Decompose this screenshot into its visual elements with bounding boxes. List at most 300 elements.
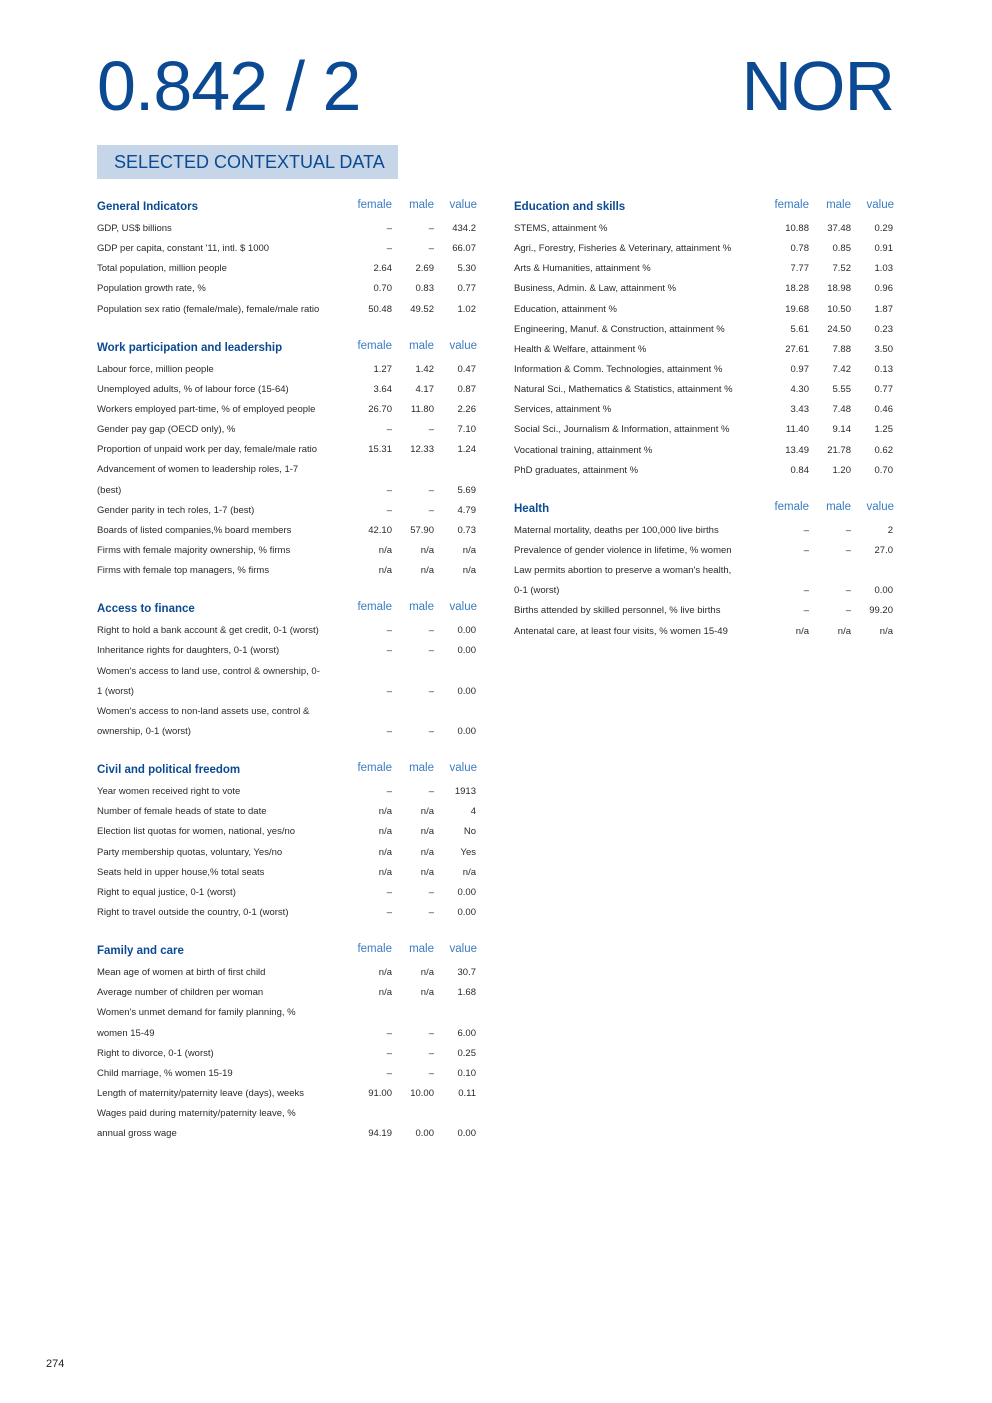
row-female: – (803, 524, 809, 536)
row-value: 6.00 (457, 1027, 476, 1039)
row-value: 1.68 (457, 987, 476, 999)
column-header-value: value (866, 500, 894, 513)
row-male: – (428, 1027, 434, 1039)
row-female: 26.70 (368, 403, 392, 415)
row-female: 4.30 (790, 384, 809, 396)
row-value: 0.62 (874, 444, 893, 456)
table-row (514, 461, 895, 481)
table-row (514, 320, 895, 340)
section-family (97, 943, 478, 1144)
right-column (514, 199, 895, 662)
row-male: 10.50 (827, 303, 851, 315)
row-label: Arts & Humanities, attainment % (514, 263, 651, 275)
table-row (97, 1084, 478, 1104)
row-value: 0.70 (874, 464, 893, 476)
row-value: n/a (879, 625, 893, 637)
row-female: 91.00 (368, 1087, 392, 1099)
row-value: No (463, 826, 476, 838)
table-row (514, 601, 895, 621)
table-row (514, 441, 895, 461)
row-value: 1913 (454, 786, 476, 798)
row-label: Gender parity in tech roles, 1-7 (best) (97, 504, 255, 516)
row-female: – (386, 223, 392, 234)
row-male: 9.14 (832, 424, 851, 436)
row-male: 7.48 (832, 404, 851, 416)
row-label: Advancement of women to leadership roles, 1-7 (97, 464, 299, 476)
row-male: 4.17 (415, 383, 434, 395)
row-label: Firms with female majority ownership, % firms (97, 544, 291, 556)
row-label: Births attended by skilled personnel, % live births (514, 605, 721, 617)
row-value: 4.79 (457, 504, 476, 516)
table-row (514, 300, 895, 320)
row-male: n/a (420, 866, 434, 878)
row-label: Labour force, million people (97, 363, 214, 375)
row-female: 11.40 (785, 424, 809, 436)
row-value: 1.24 (457, 444, 476, 456)
row-label: Business, Admin. & Law, attainment % (514, 283, 677, 295)
row-label: Gender pay gap (OECD only), % (97, 424, 236, 436)
row-male: – (428, 484, 434, 496)
row-value: 1.03 (874, 263, 893, 275)
table-row (97, 641, 478, 661)
row-value: n/a (462, 866, 476, 878)
table-row (514, 622, 895, 642)
row-male: – (428, 886, 434, 898)
row-value: 434.2 (452, 223, 476, 234)
section-banner (97, 145, 398, 179)
row-male: 18.98 (827, 283, 851, 295)
row-female: – (386, 243, 392, 255)
row-female: – (386, 1027, 392, 1039)
row-value: 0.77 (457, 283, 476, 295)
table-row (97, 1124, 478, 1144)
row-value: 0.00 (457, 1128, 476, 1140)
row-female: – (386, 625, 392, 637)
row-female: n/a (378, 967, 392, 979)
row-male: 11.80 (410, 403, 434, 415)
row-female: 3.64 (373, 383, 392, 395)
table-row (97, 400, 478, 420)
row-female: 0.97 (790, 363, 809, 375)
column-header-male: male (826, 500, 851, 513)
row-value: 27.0 (874, 544, 893, 556)
row-label: Right to hold a bank account & get credit, 0-1 (worst) (97, 625, 319, 637)
row-label: Population sex ratio (female/male), female/male ratio (97, 303, 320, 315)
table-row (97, 481, 478, 501)
row-female: n/a (378, 987, 392, 999)
row-male: – (428, 625, 434, 637)
section-title: Work participation and leadership (97, 341, 283, 354)
row-value: 0.00 (457, 685, 476, 697)
section-education (514, 199, 895, 481)
row-female: n/a (378, 846, 392, 858)
row-male: 24.50 (827, 323, 851, 335)
section-title: Family and care (97, 945, 184, 958)
row-value: 0.91 (874, 243, 893, 255)
row-value: 66.07 (452, 243, 476, 255)
row-male: – (845, 605, 851, 617)
section-header (514, 199, 895, 219)
row-female: n/a (378, 544, 392, 556)
column-header-male: male (409, 601, 434, 614)
section-header (514, 501, 895, 521)
row-female: 42.10 (368, 524, 392, 536)
row-male: 1.42 (415, 363, 434, 375)
row-label: Engineering, Manuf. & Construction, attainment % (514, 323, 725, 335)
row-label: 0-1 (worst) (514, 585, 560, 597)
column-header-male: male (409, 762, 434, 775)
table-row (97, 239, 478, 259)
row-label: STEMS, attainment % (514, 223, 608, 234)
table-row (514, 239, 895, 259)
row-female: – (386, 484, 392, 496)
row-value: 1.25 (874, 424, 893, 436)
row-female: 19.68 (785, 303, 809, 315)
row-value: 0.00 (457, 645, 476, 657)
table-row (514, 279, 895, 299)
row-male: n/a (420, 987, 434, 999)
row-female: – (386, 424, 392, 436)
column-header-male: male (409, 339, 434, 352)
row-value: n/a (462, 565, 476, 577)
table-row (514, 400, 895, 420)
row-female: – (386, 886, 392, 898)
row-value: 0.47 (457, 363, 476, 375)
row-label: Law permits abortion to preserve a woman's health, (514, 565, 732, 577)
row-female: 0.78 (790, 243, 809, 255)
row-label: Prevalence of gender violence in lifetime, % women (514, 544, 732, 556)
column-header-female: female (357, 943, 392, 956)
row-female: – (386, 786, 392, 798)
row-male: n/a (420, 967, 434, 979)
row-male: 0.85 (832, 243, 851, 255)
column-header-female: female (357, 339, 392, 352)
row-male: – (428, 243, 434, 255)
row-value: 0.23 (874, 323, 893, 335)
row-label: Wages paid during maternity/paternity leave, % (97, 1108, 296, 1120)
table-row (97, 863, 478, 883)
row-male: – (845, 544, 851, 556)
row-value: 0.00 (457, 906, 476, 918)
row-male: – (428, 1067, 434, 1079)
table-row (97, 521, 478, 541)
table-row (97, 1003, 478, 1023)
table-row (514, 420, 895, 440)
row-label: Education, attainment % (514, 303, 617, 315)
section-header (97, 943, 478, 963)
row-label: Party membership quotas, voluntary, Yes/no (97, 846, 283, 858)
column-header-value: value (449, 339, 477, 352)
row-value: 2.26 (457, 403, 476, 415)
table-row (97, 682, 478, 702)
row-label: GDP, US$ billions (97, 223, 172, 234)
section-general (97, 199, 478, 320)
row-female: – (386, 504, 392, 516)
row-value: 0.00 (457, 625, 476, 637)
row-value: Yes (460, 846, 476, 858)
table-row (97, 702, 478, 722)
row-label: Year women received right to vote (97, 786, 241, 798)
row-label: Length of maternity/paternity leave (days), weeks (97, 1087, 304, 1099)
section-title: Civil and political freedom (97, 764, 241, 777)
table-row (97, 1024, 478, 1044)
section-header (97, 762, 478, 782)
row-label: Maternal mortality, deaths per 100,000 live births (514, 524, 719, 536)
row-female: 0.70 (373, 283, 392, 295)
column-header-value: value (449, 762, 477, 775)
row-value: 1.87 (874, 303, 893, 315)
section-civil (97, 762, 478, 923)
row-value: n/a (462, 544, 476, 556)
row-male: – (428, 424, 434, 436)
row-value: 5.30 (457, 263, 476, 275)
row-label: Women's access to land use, control & ownership, 0- (97, 665, 320, 677)
row-female: 27.61 (785, 343, 809, 355)
row-male: – (428, 725, 434, 737)
row-male: – (845, 524, 851, 536)
row-female: n/a (795, 625, 809, 637)
row-value: 0.46 (874, 404, 893, 416)
row-female: 15.31 (368, 444, 392, 456)
row-value: 4 (470, 806, 476, 818)
section-finance (97, 601, 478, 742)
table-row (97, 501, 478, 521)
column-header-female: female (357, 762, 392, 775)
row-female: n/a (378, 806, 392, 818)
table-row (97, 1104, 478, 1124)
column-header-value: value (449, 601, 477, 614)
row-male: 7.52 (832, 263, 851, 275)
row-male: 12.33 (410, 444, 434, 456)
row-male: 0.00 (415, 1128, 434, 1140)
table-row (97, 279, 478, 299)
row-female: 94.19 (368, 1128, 392, 1140)
row-label: Workers employed part-time, % of employed people (97, 403, 316, 415)
table-row (97, 420, 478, 440)
column-header-value: value (866, 199, 894, 211)
section-title: Access to finance (97, 603, 195, 616)
row-male: – (428, 504, 434, 516)
country-code: NOR (741, 47, 894, 125)
section-banner-title: SELECTED CONTEXTUAL DATA (114, 152, 385, 172)
row-value: 0.73 (457, 524, 476, 536)
row-male: – (428, 786, 434, 798)
row-label: Services, attainment % (514, 404, 612, 416)
table-row (514, 219, 895, 239)
section-header (97, 199, 478, 219)
row-male: n/a (420, 826, 434, 838)
row-female: n/a (378, 565, 392, 577)
row-male: – (428, 223, 434, 234)
row-label: Agri., Forestry, Fisheries & Veterinary, attainment % (514, 243, 732, 255)
row-male: 0.83 (415, 283, 434, 295)
row-male: – (428, 685, 434, 697)
section-title: General Indicators (97, 201, 198, 213)
table-row (97, 360, 478, 380)
table-row (97, 300, 478, 320)
row-label: Population growth rate, % (97, 283, 206, 295)
row-label: women 15-49 (97, 1027, 155, 1039)
row-male: – (845, 585, 851, 597)
table-row (97, 561, 478, 581)
row-value: 1.02 (457, 303, 476, 315)
row-female: 10.88 (785, 223, 809, 234)
row-label: Vocational training, attainment % (514, 444, 653, 456)
table-row (97, 802, 478, 822)
table-row (97, 822, 478, 842)
row-label: PhD graduates, attainment % (514, 464, 639, 476)
row-label: Unemployed adults, % of labour force (15-64) (97, 383, 289, 395)
row-label: Natural Sci., Mathematics & Statistics, attainment % (514, 384, 733, 396)
row-value: 0.25 (457, 1047, 476, 1059)
row-male: – (428, 645, 434, 657)
row-label: Boards of listed companies,% board members (97, 524, 292, 536)
row-label: Right to divorce, 0-1 (worst) (97, 1047, 214, 1059)
row-male: 49.52 (410, 303, 434, 315)
row-male: – (428, 1047, 434, 1059)
page-number: 274 (46, 1358, 65, 1370)
table-row (514, 541, 895, 561)
row-value: 0.00 (874, 585, 893, 597)
row-female: – (803, 585, 809, 597)
row-male: 5.55 (832, 384, 851, 396)
row-male: 7.42 (832, 363, 851, 375)
row-label: Antenatal care, at least four visits, % women 15-49 (514, 625, 728, 637)
column-header-male: male (409, 199, 434, 211)
row-label: Child marriage, % women 15-19 (97, 1067, 233, 1079)
table-row (97, 219, 478, 239)
table-row (514, 360, 895, 380)
column-header-value: value (449, 943, 477, 956)
row-value: 0.00 (457, 886, 476, 898)
row-female: 50.48 (368, 303, 392, 315)
section-header (97, 340, 478, 360)
row-value: 30.7 (457, 967, 476, 979)
row-value: 0.87 (457, 383, 476, 395)
row-label: Seats held in upper house,% total seats (97, 866, 265, 878)
section-header (97, 601, 478, 621)
section-title: Health (514, 502, 550, 515)
table-row (97, 541, 478, 561)
row-female: – (386, 1047, 392, 1059)
table-row (97, 983, 478, 1003)
row-label: GDP per capita, constant '11, intl. $ 1000 (97, 243, 270, 255)
row-label: Average number of children per woman (97, 987, 264, 999)
table-row (514, 380, 895, 400)
row-male: 37.48 (827, 223, 851, 234)
row-label: Social Sci., Journalism & Information, attainment % (514, 424, 730, 436)
table-row (97, 621, 478, 641)
row-value: 0.13 (874, 363, 893, 375)
row-label: ownership, 0-1 (worst) (97, 725, 191, 737)
table-row (514, 561, 895, 581)
table-row (97, 782, 478, 802)
row-male: 10.00 (410, 1087, 434, 1099)
row-female: – (386, 645, 392, 657)
row-label: 1 (worst) (97, 685, 134, 697)
row-male: 2.69 (415, 263, 434, 275)
row-label: Right to equal justice, 0-1 (worst) (97, 886, 236, 898)
score-title: 0.842 / 2 (97, 47, 361, 125)
table-row (97, 722, 478, 742)
row-value: 2 (887, 524, 893, 536)
row-female: – (386, 1067, 392, 1079)
row-female: 7.77 (790, 263, 809, 275)
table-row (97, 963, 478, 983)
row-male: n/a (420, 846, 434, 858)
column-header-value: value (449, 199, 477, 211)
row-male: 1.20 (832, 464, 851, 476)
table-row (97, 460, 478, 480)
row-label: annual gross wage (97, 1128, 177, 1140)
table-row (514, 581, 895, 601)
section-work (97, 340, 478, 582)
row-female: n/a (378, 826, 392, 838)
row-label: Election list quotas for women, national, yes/no (97, 826, 296, 838)
table-row (514, 259, 895, 279)
section-health (514, 501, 895, 642)
row-female: 2.64 (373, 263, 392, 275)
column-header-male: male (409, 943, 434, 956)
left-column (97, 199, 478, 1164)
column-header-female: female (774, 199, 809, 211)
row-female: n/a (378, 866, 392, 878)
row-male: – (428, 906, 434, 918)
row-female: 1.27 (373, 363, 392, 375)
table-row (97, 1044, 478, 1064)
row-label: Right to travel outside the country, 0-1 (worst) (97, 906, 289, 918)
row-female: 0.84 (790, 464, 809, 476)
table-row (514, 340, 895, 360)
table-row (97, 883, 478, 903)
row-male: 7.88 (832, 343, 851, 355)
row-label: Firms with female top managers, % firms (97, 565, 270, 577)
row-value: 7.10 (457, 424, 476, 436)
row-label: Proportion of unpaid work per day, female/male ratio (97, 444, 318, 456)
row-label: Mean age of women at birth of first child (97, 967, 266, 979)
table-row (97, 903, 478, 923)
table-row (97, 843, 478, 863)
row-value: 0.77 (874, 384, 893, 396)
row-label: (best) (97, 484, 122, 496)
row-male: n/a (420, 544, 434, 556)
column-header-female: female (357, 601, 392, 614)
row-female: – (386, 725, 392, 737)
row-label: Information & Comm. Technologies, attainment % (514, 363, 723, 375)
table-row (97, 440, 478, 460)
row-value: 0.10 (457, 1067, 476, 1079)
row-male: 21.78 (827, 444, 851, 456)
row-male: n/a (420, 565, 434, 577)
row-value: 0.96 (874, 283, 893, 295)
row-label: Inheritance rights for daughters, 0-1 (worst) (97, 645, 280, 657)
row-female: 5.61 (790, 323, 809, 335)
row-male: n/a (837, 625, 851, 637)
row-value: 0.00 (457, 725, 476, 737)
column-header-female: female (357, 199, 392, 211)
row-value: 0.29 (874, 223, 893, 234)
row-female: 18.28 (785, 283, 809, 295)
row-label: Number of female heads of state to date (97, 806, 267, 818)
row-label: Total population, million people (97, 263, 227, 275)
row-female: 13.49 (785, 444, 809, 456)
table-row (97, 662, 478, 682)
row-label: Women's unmet demand for family planning, % (97, 1007, 296, 1019)
table-row (514, 521, 895, 541)
row-female: – (803, 605, 809, 617)
column-header-female: female (774, 500, 809, 513)
row-value: 99.20 (869, 605, 893, 617)
